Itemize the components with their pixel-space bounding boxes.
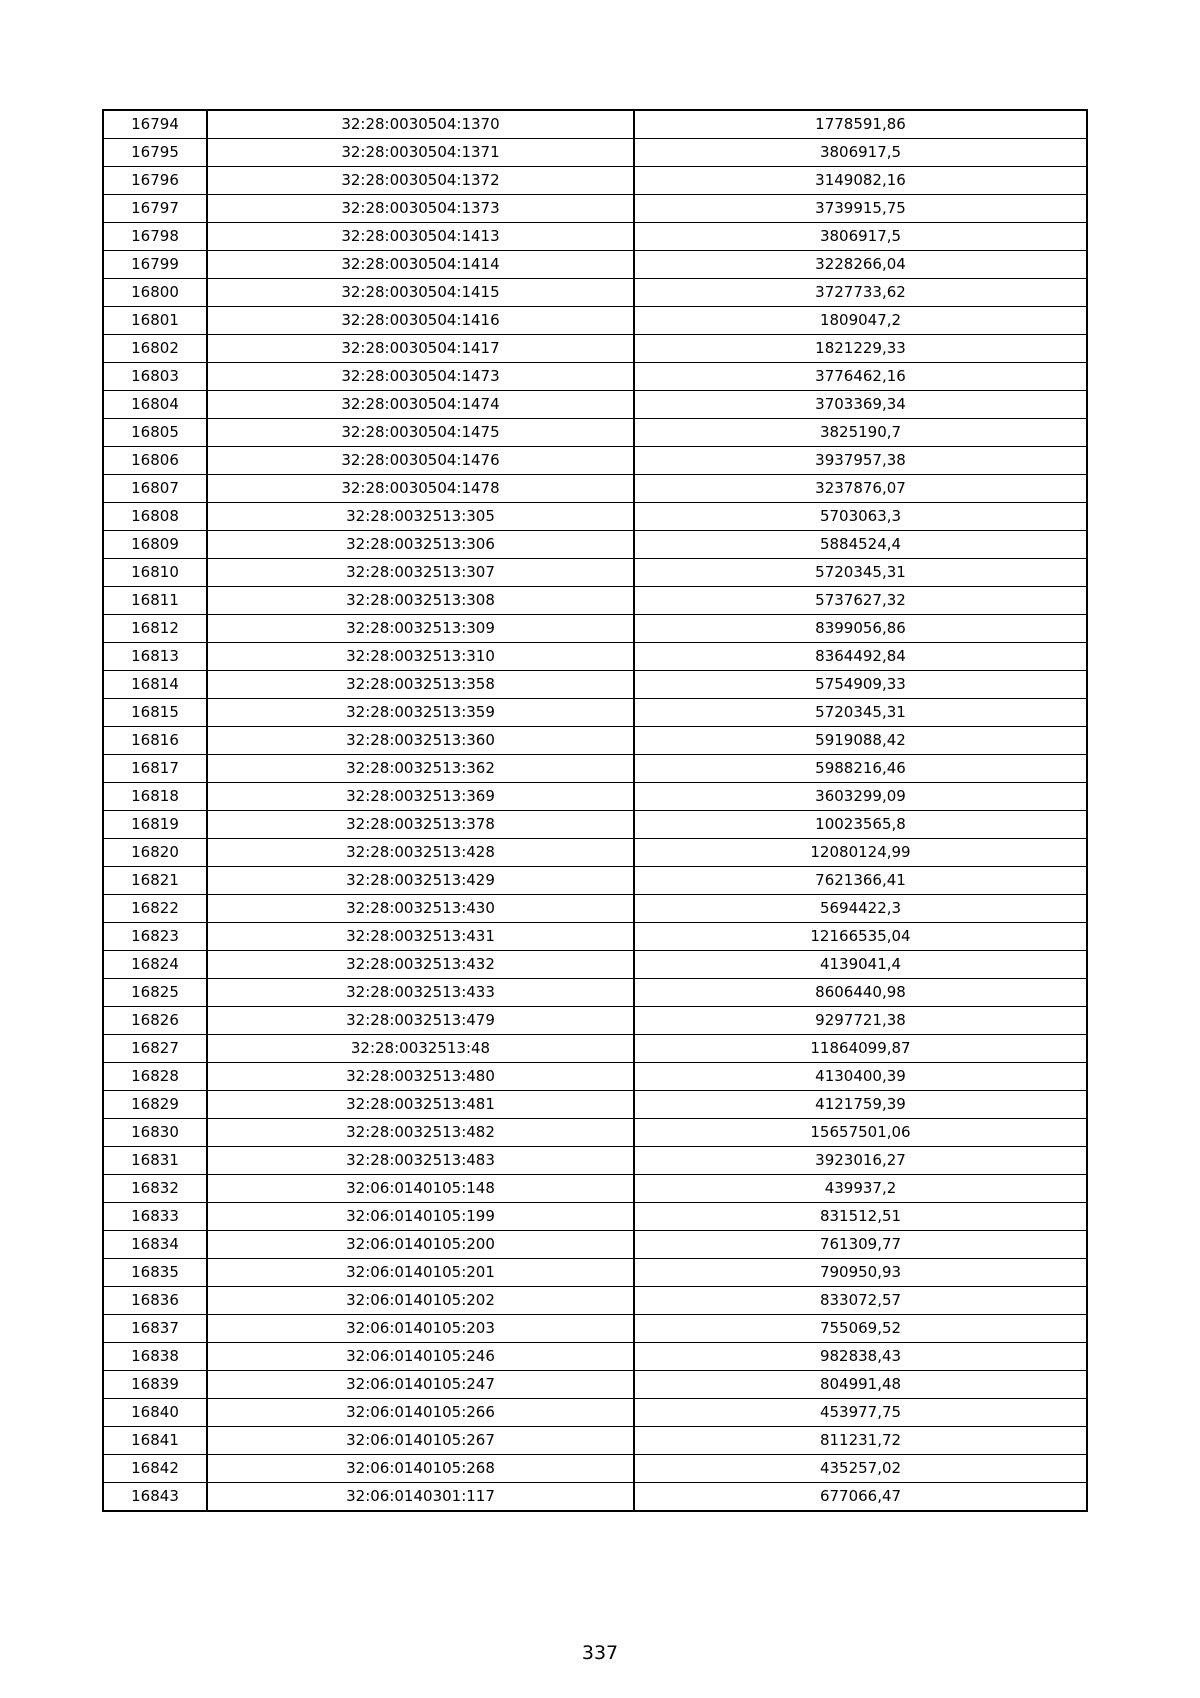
cadastral-value-cell: 5988216,46 [634, 755, 1087, 783]
table-row [103, 223, 1087, 251]
cadastral-number-cell: 32:28:0032513:378 [207, 811, 634, 839]
cadastral-number-cell: 32:28:0032513:307 [207, 559, 634, 587]
cadastral-number-cell: 32:06:0140105:203 [207, 1315, 634, 1343]
cadastral-value-cell: 811231,72 [634, 1427, 1087, 1455]
row-number-cell: 16801 [103, 307, 207, 335]
table-row [103, 1035, 1087, 1063]
table-row [103, 671, 1087, 699]
cadastral-value-cell: 5703063,3 [634, 503, 1087, 531]
table-row [103, 139, 1087, 167]
cadastral-value-cell: 831512,51 [634, 1203, 1087, 1231]
table-row [103, 1175, 1087, 1203]
row-number-cell: 16818 [103, 783, 207, 811]
row-number-cell: 16822 [103, 895, 207, 923]
cadastral-number-cell: 32:06:0140105:247 [207, 1371, 634, 1399]
cadastral-value-cell: 677066,47 [634, 1483, 1087, 1512]
table-row [103, 1063, 1087, 1091]
table-row [103, 1315, 1087, 1343]
cadastral-value-cell: 5884524,4 [634, 531, 1087, 559]
table-row [103, 839, 1087, 867]
cadastral-number-cell: 32:28:0032513:432 [207, 951, 634, 979]
row-number-cell: 16808 [103, 503, 207, 531]
row-number-cell: 16841 [103, 1427, 207, 1455]
cadastral-value-cell: 12166535,04 [634, 923, 1087, 951]
table-row [103, 167, 1087, 195]
page-number: 337 [581, 1642, 619, 1664]
cadastral-value-cell: 12080124,99 [634, 839, 1087, 867]
cadastral-number-cell: 32:28:0032513:310 [207, 643, 634, 671]
cadastral-value-cell: 4121759,39 [634, 1091, 1087, 1119]
cadastral-value-cell: 7621366,41 [634, 867, 1087, 895]
cadastral-number-cell: 32:28:0032513:428 [207, 839, 634, 867]
cadastral-number-cell: 32:28:0032513:429 [207, 867, 634, 895]
table-row [103, 531, 1087, 559]
cadastral-number-cell: 32:28:0032513:483 [207, 1147, 634, 1175]
row-number-cell: 16820 [103, 839, 207, 867]
cadastral-number-cell: 32:28:0030504:1416 [207, 307, 634, 335]
table-row [103, 1483, 1087, 1512]
cadastral-value-cell: 3937957,38 [634, 447, 1087, 475]
cadastral-number-cell: 32:28:0032513:359 [207, 699, 634, 727]
cadastral-value-cell: 1809047,2 [634, 307, 1087, 335]
row-number-cell: 16807 [103, 475, 207, 503]
table-row [103, 1231, 1087, 1259]
row-number-cell: 16795 [103, 139, 207, 167]
cadastral-value-cell: 8606440,98 [634, 979, 1087, 1007]
cadastral-value-cell: 5720345,31 [634, 559, 1087, 587]
cadastral-number-cell: 32:28:0030504:1417 [207, 335, 634, 363]
row-number-cell: 16838 [103, 1343, 207, 1371]
table-row [103, 475, 1087, 503]
row-number-cell: 16828 [103, 1063, 207, 1091]
cadastral-number-cell: 32:28:0032513:362 [207, 755, 634, 783]
row-number-cell: 16813 [103, 643, 207, 671]
row-number-cell: 16815 [103, 699, 207, 727]
row-number-cell: 16830 [103, 1119, 207, 1147]
table-row [103, 1287, 1087, 1315]
cadastral-value-cell: 833072,57 [634, 1287, 1087, 1315]
row-number-cell: 16839 [103, 1371, 207, 1399]
cadastral-value-cell: 755069,52 [634, 1315, 1087, 1343]
row-number-cell: 16821 [103, 867, 207, 895]
cadastral-number-cell: 32:06:0140105:201 [207, 1259, 634, 1287]
cadastral-number-cell: 32:28:0030504:1371 [207, 139, 634, 167]
table-row [103, 923, 1087, 951]
table-row [103, 811, 1087, 839]
cadastral-value-cell: 1821229,33 [634, 335, 1087, 363]
cadastral-value-cell: 8399056,86 [634, 615, 1087, 643]
cadastral-value-cell: 11864099,87 [634, 1035, 1087, 1063]
cadastral-number-cell: 32:28:0032513:48 [207, 1035, 634, 1063]
row-number-cell: 16831 [103, 1147, 207, 1175]
cadastral-value-cell: 4139041,4 [634, 951, 1087, 979]
cadastral-number-cell: 32:28:0030504:1413 [207, 223, 634, 251]
table-row [103, 1371, 1087, 1399]
row-number-cell: 16832 [103, 1175, 207, 1203]
row-number-cell: 16836 [103, 1287, 207, 1315]
table-row [103, 587, 1087, 615]
table-row [103, 755, 1087, 783]
table-row [103, 895, 1087, 923]
cadastral-value-cell: 790950,93 [634, 1259, 1087, 1287]
cadastral-value-cell: 3228266,04 [634, 251, 1087, 279]
table-row [103, 1203, 1087, 1231]
table-row [103, 1091, 1087, 1119]
cadastral-number-cell: 32:28:0032513:433 [207, 979, 634, 1007]
cadastral-number-cell: 32:06:0140105:200 [207, 1231, 634, 1259]
cadastral-value-table [102, 109, 1088, 1512]
cadastral-number-cell: 32:28:0032513:480 [207, 1063, 634, 1091]
table-row [103, 979, 1087, 1007]
cadastral-value-cell: 3703369,34 [634, 391, 1087, 419]
cadastral-value-cell: 3603299,09 [634, 783, 1087, 811]
cadastral-value-cell: 3806917,5 [634, 223, 1087, 251]
row-number-cell: 16798 [103, 223, 207, 251]
cadastral-number-cell: 32:28:0030504:1478 [207, 475, 634, 503]
cadastral-number-cell: 32:28:0032513:360 [207, 727, 634, 755]
table-row [103, 195, 1087, 223]
row-number-cell: 16796 [103, 167, 207, 195]
cadastral-value-cell: 5919088,42 [634, 727, 1087, 755]
table-row [103, 503, 1087, 531]
row-number-cell: 16842 [103, 1455, 207, 1483]
row-number-cell: 16809 [103, 531, 207, 559]
cadastral-number-cell: 32:28:0032513:369 [207, 783, 634, 811]
table-row [103, 110, 1087, 139]
cadastral-value-cell: 15657501,06 [634, 1119, 1087, 1147]
cadastral-number-cell: 32:28:0032513:431 [207, 923, 634, 951]
cadastral-value-cell: 3923016,27 [634, 1147, 1087, 1175]
cadastral-number-cell: 32:06:0140105:266 [207, 1399, 634, 1427]
cadastral-number-cell: 32:28:0030504:1475 [207, 419, 634, 447]
row-number-cell: 16805 [103, 419, 207, 447]
cadastral-value-cell: 3727733,62 [634, 279, 1087, 307]
row-number-cell: 16826 [103, 1007, 207, 1035]
table-row [103, 1147, 1087, 1175]
cadastral-number-cell: 32:28:0030504:1473 [207, 363, 634, 391]
table-row [103, 1455, 1087, 1483]
cadastral-value-cell: 4130400,39 [634, 1063, 1087, 1091]
row-number-cell: 16803 [103, 363, 207, 391]
cadastral-number-cell: 32:28:0030504:1372 [207, 167, 634, 195]
cadastral-number-cell: 32:28:0032513:479 [207, 1007, 634, 1035]
row-number-cell: 16800 [103, 279, 207, 307]
cadastral-value-cell: 982838,43 [634, 1343, 1087, 1371]
row-number-cell: 16817 [103, 755, 207, 783]
cadastral-number-cell: 32:28:0030504:1476 [207, 447, 634, 475]
table-row [103, 1427, 1087, 1455]
row-number-cell: 16804 [103, 391, 207, 419]
table-row [103, 447, 1087, 475]
row-number-cell: 16833 [103, 1203, 207, 1231]
table-row [103, 615, 1087, 643]
cadastral-value-cell: 439937,2 [634, 1175, 1087, 1203]
table-row [103, 783, 1087, 811]
row-number-cell: 16802 [103, 335, 207, 363]
row-number-cell: 16799 [103, 251, 207, 279]
cadastral-number-cell: 32:06:0140105:148 [207, 1175, 634, 1203]
cadastral-value-cell: 3825190,7 [634, 419, 1087, 447]
cadastral-value-cell: 8364492,84 [634, 643, 1087, 671]
cadastral-number-cell: 32:28:0032513:305 [207, 503, 634, 531]
cadastral-value-cell: 9297721,38 [634, 1007, 1087, 1035]
table-row [103, 1007, 1087, 1035]
table-row [103, 699, 1087, 727]
cadastral-number-cell: 32:28:0030504:1415 [207, 279, 634, 307]
row-number-cell: 16810 [103, 559, 207, 587]
table-row [103, 1259, 1087, 1287]
cadastral-number-cell: 32:06:0140105:267 [207, 1427, 634, 1455]
table-row [103, 1119, 1087, 1147]
cadastral-value-cell: 453977,75 [634, 1399, 1087, 1427]
cadastral-value-cell: 5754909,33 [634, 671, 1087, 699]
cadastral-value-cell: 3806917,5 [634, 139, 1087, 167]
cadastral-value-cell: 435257,02 [634, 1455, 1087, 1483]
cadastral-number-cell: 32:06:0140105:202 [207, 1287, 634, 1315]
table-row [103, 727, 1087, 755]
table-row [103, 279, 1087, 307]
table-body [103, 110, 1087, 1511]
table-row [103, 391, 1087, 419]
cadastral-value-cell: 804991,48 [634, 1371, 1087, 1399]
row-number-cell: 16823 [103, 923, 207, 951]
table-row [103, 419, 1087, 447]
table-row [103, 251, 1087, 279]
table-row [103, 1343, 1087, 1371]
cadastral-value-cell: 761309,77 [634, 1231, 1087, 1259]
cadastral-value-cell: 5694422,3 [634, 895, 1087, 923]
row-number-cell: 16843 [103, 1483, 207, 1512]
row-number-cell: 16840 [103, 1399, 207, 1427]
table-row [103, 335, 1087, 363]
table-row [103, 307, 1087, 335]
cadastral-value-cell: 5737627,32 [634, 587, 1087, 615]
cadastral-number-cell: 32:28:0032513:308 [207, 587, 634, 615]
cadastral-number-cell: 32:28:0032513:430 [207, 895, 634, 923]
row-number-cell: 16797 [103, 195, 207, 223]
cadastral-number-cell: 32:28:0032513:482 [207, 1119, 634, 1147]
row-number-cell: 16829 [103, 1091, 207, 1119]
cadastral-value-cell: 5720345,31 [634, 699, 1087, 727]
table-row [103, 559, 1087, 587]
table-row [103, 643, 1087, 671]
cadastral-value-cell: 3739915,75 [634, 195, 1087, 223]
row-number-cell: 16814 [103, 671, 207, 699]
cadastral-number-cell: 32:28:0030504:1414 [207, 251, 634, 279]
cadastral-number-cell: 32:28:0032513:358 [207, 671, 634, 699]
row-number-cell: 16816 [103, 727, 207, 755]
cadastral-number-cell: 32:28:0032513:309 [207, 615, 634, 643]
row-number-cell: 16827 [103, 1035, 207, 1063]
row-number-cell: 16835 [103, 1259, 207, 1287]
row-number-cell: 16824 [103, 951, 207, 979]
table-row [103, 1399, 1087, 1427]
table-row [103, 951, 1087, 979]
cadastral-number-cell: 32:28:0030504:1474 [207, 391, 634, 419]
cadastral-number-cell: 32:06:0140105:268 [207, 1455, 634, 1483]
cadastral-number-cell: 32:28:0030504:1370 [207, 110, 634, 139]
cadastral-number-cell: 32:28:0032513:306 [207, 531, 634, 559]
cadastral-number-cell: 32:06:0140301:117 [207, 1483, 634, 1512]
row-number-cell: 16825 [103, 979, 207, 1007]
row-number-cell: 16811 [103, 587, 207, 615]
row-number-cell: 16834 [103, 1231, 207, 1259]
row-number-cell: 16806 [103, 447, 207, 475]
table-row [103, 363, 1087, 391]
cadastral-number-cell: 32:28:0030504:1373 [207, 195, 634, 223]
cadastral-value-cell: 3149082,16 [634, 167, 1087, 195]
row-number-cell: 16794 [103, 110, 207, 139]
cadastral-value-cell: 10023565,8 [634, 811, 1087, 839]
row-number-cell: 16837 [103, 1315, 207, 1343]
cadastral-value-cell: 3776462,16 [634, 363, 1087, 391]
table-row [103, 867, 1087, 895]
cadastral-number-cell: 32:28:0032513:481 [207, 1091, 634, 1119]
row-number-cell: 16812 [103, 615, 207, 643]
cadastral-number-cell: 32:06:0140105:199 [207, 1203, 634, 1231]
cadastral-value-cell: 1778591,86 [634, 110, 1087, 139]
cadastral-number-cell: 32:06:0140105:246 [207, 1343, 634, 1371]
row-number-cell: 16819 [103, 811, 207, 839]
cadastral-value-cell: 3237876,07 [634, 475, 1087, 503]
